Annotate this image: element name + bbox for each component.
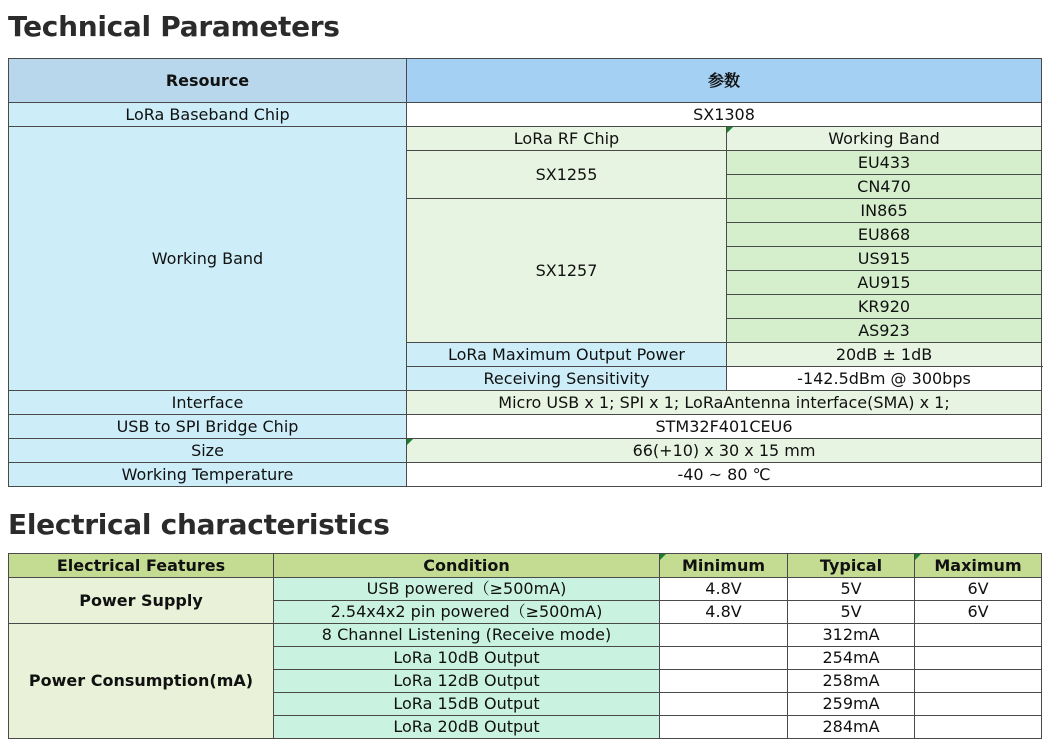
condition-cell: 2.54x4x2 pin powered（≥500mA) (274, 601, 660, 624)
technical-parameters-heading: Technical Parameters (8, 10, 340, 43)
min-cell (660, 624, 788, 647)
condition-cell: LoRa 10dB Output (274, 647, 660, 670)
max-cell (915, 670, 1042, 693)
typ-cell: 284mA (788, 716, 915, 739)
header-electrical-features: Electrical Features (9, 554, 274, 578)
table-header-row (9, 59, 1042, 103)
header-minimum: Minimum (660, 554, 788, 578)
rf-chip-header: LoRa RF Chip (407, 127, 727, 151)
power-supply-label: Power Supply (9, 578, 274, 624)
band-value: US915 (727, 247, 1042, 271)
band-value: IN865 (727, 199, 1042, 223)
header-typical: Typical (788, 554, 915, 578)
table-row (9, 103, 1042, 127)
table-row (9, 578, 1042, 601)
baseband-label: LoRa Baseband Chip (9, 103, 407, 127)
typ-cell: 5V (788, 601, 915, 624)
typ-cell: 312mA (788, 624, 915, 647)
table-header-row (9, 554, 1042, 578)
max-cell (915, 693, 1042, 716)
min-cell (660, 670, 788, 693)
condition-cell: 8 Channel Listening (Receive mode) (274, 624, 660, 647)
band-value: CN470 (727, 175, 1042, 199)
typ-cell: 258mA (788, 670, 915, 693)
band-value: KR920 (727, 295, 1042, 319)
table-row (9, 439, 1042, 463)
power-consumption-label: Power Consumption(mA) (9, 624, 274, 739)
baseband-value: SX1308 (407, 103, 1042, 127)
condition-cell: USB powered（≥500mA) (274, 578, 660, 601)
technical-parameters-table (8, 58, 1042, 487)
table-row (9, 127, 1042, 151)
param-value: 20dB ± 1dB (727, 343, 1042, 367)
typ-cell: 259mA (788, 693, 915, 716)
rf-chip-value: SX1255 (407, 151, 727, 199)
electrical-characteristics-table (8, 553, 1042, 739)
param-value: -40 ~ 80 ℃ (407, 463, 1042, 487)
min-cell: 4.8V (660, 601, 788, 624)
band-value: AU915 (727, 271, 1042, 295)
band-value: AS923 (727, 319, 1042, 343)
table-row (9, 463, 1042, 487)
max-cell (915, 624, 1042, 647)
band-value: EU868 (727, 223, 1042, 247)
table-row (9, 624, 1042, 647)
typ-cell: 254mA (788, 647, 915, 670)
param-label: Interface (9, 391, 407, 415)
header-parameters: 参数 (407, 59, 1042, 103)
condition-cell: LoRa 15dB Output (274, 693, 660, 716)
band-header: Working Band (727, 127, 1042, 151)
param-label: Size (9, 439, 407, 463)
electrical-characteristics-heading: Electrical characteristics (8, 508, 390, 541)
param-value: -142.5dBm @ 300bps (727, 367, 1042, 391)
max-cell (915, 647, 1042, 670)
min-cell (660, 647, 788, 670)
min-cell (660, 716, 788, 739)
band-value: EU433 (727, 151, 1042, 175)
header-condition: Condition (274, 554, 660, 578)
param-label: LoRa Maximum Output Power (407, 343, 727, 367)
max-cell (915, 716, 1042, 739)
min-cell: 4.8V (660, 578, 788, 601)
typ-cell: 5V (788, 578, 915, 601)
table-row (9, 391, 1042, 415)
working-band-label: Working Band (9, 127, 407, 391)
param-label: Receiving Sensitivity (407, 367, 727, 391)
table-row (9, 415, 1042, 439)
condition-cell: LoRa 12dB Output (274, 670, 660, 693)
header-resource: Resource (9, 59, 407, 103)
min-cell (660, 693, 788, 716)
max-cell: 6V (915, 578, 1042, 601)
param-value: 66(+10) x 30 x 15 mm (407, 439, 1042, 463)
param-label: Working Temperature (9, 463, 407, 487)
param-value: STM32F401CEU6 (407, 415, 1042, 439)
max-cell: 6V (915, 601, 1042, 624)
header-maximum: Maximum (915, 554, 1042, 578)
param-value: Micro USB x 1; SPI x 1; LoRaAntenna interface(SMA) x 1; (407, 391, 1042, 415)
rf-chip-value: SX1257 (407, 199, 727, 343)
param-label: USB to SPI Bridge Chip (9, 415, 407, 439)
condition-cell: LoRa 20dB Output (274, 716, 660, 739)
